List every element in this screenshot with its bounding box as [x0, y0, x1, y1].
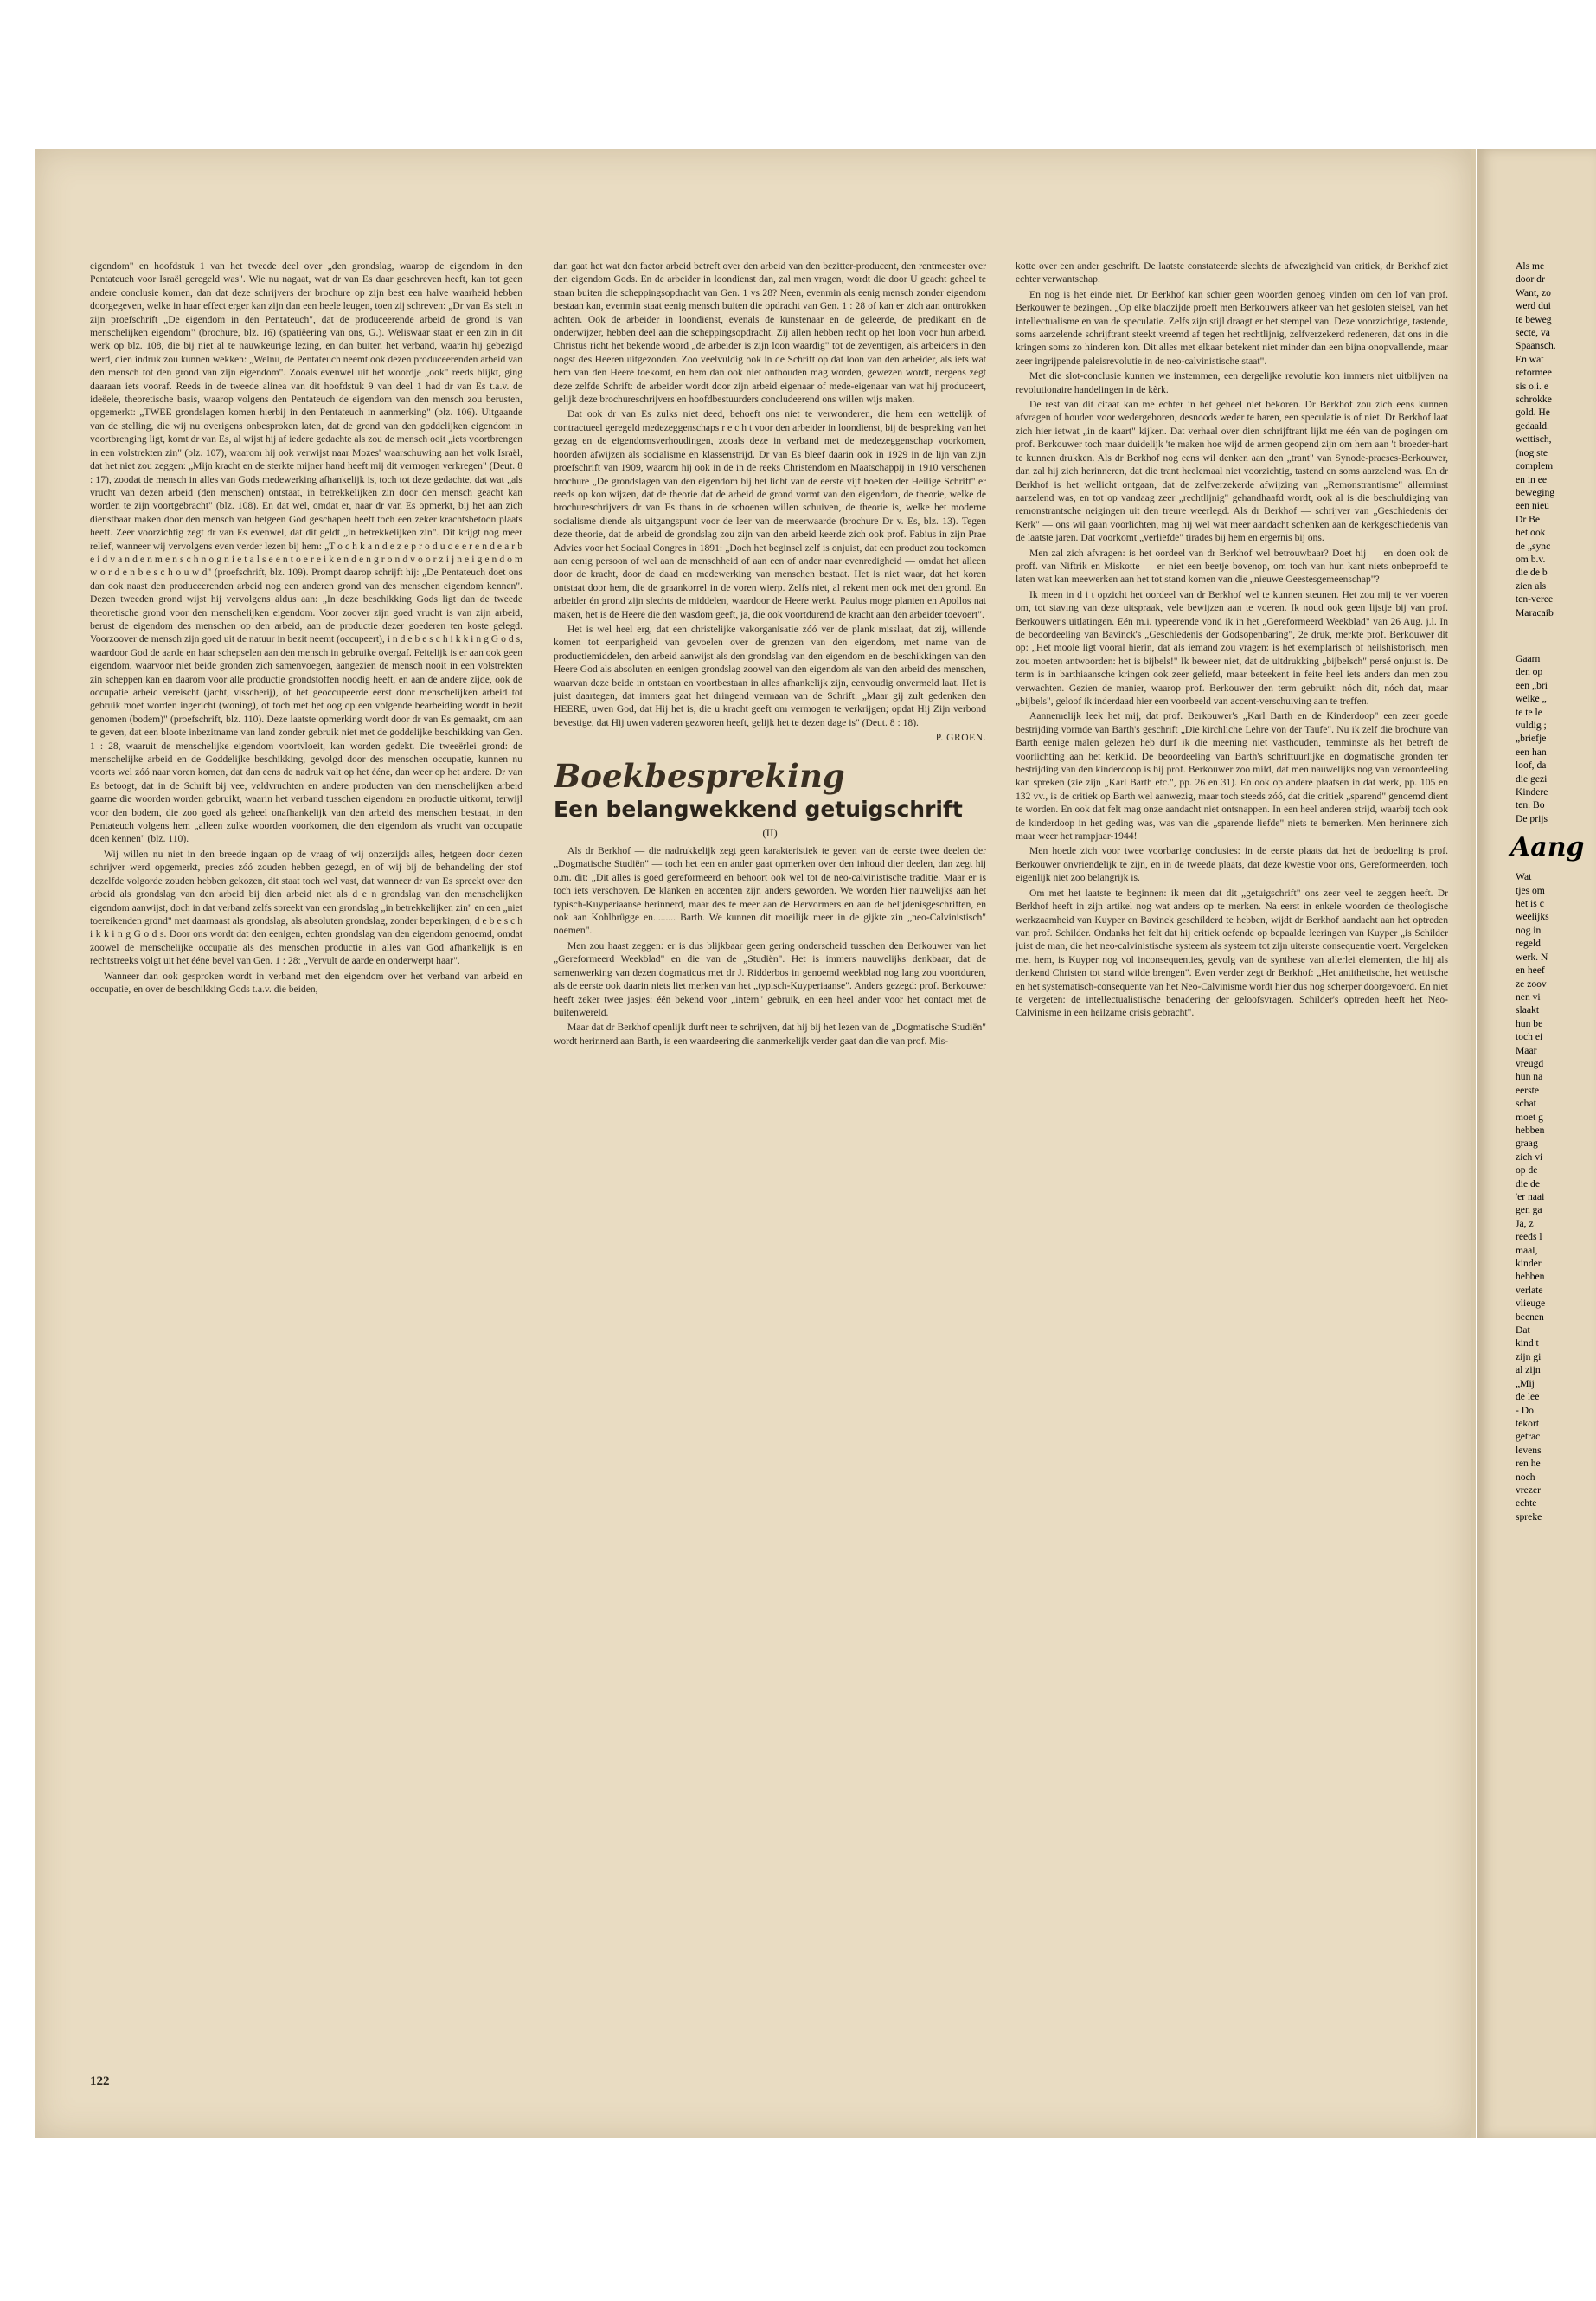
- adjacent-heading-fragment: Aang: [1510, 832, 1585, 863]
- column-middle: [554, 260, 986, 2067]
- adjacent-line: „Mij: [1516, 1377, 1535, 1389]
- adjacent-line: hun na: [1516, 1071, 1543, 1083]
- adjacent-line: de lee: [1516, 1391, 1540, 1403]
- article-part-number: (II): [762, 825, 778, 839]
- adjacent-line: complem: [1516, 460, 1554, 472]
- adjacent-line: zijn gi: [1516, 1350, 1542, 1362]
- adjacent-line: ze zoov: [1516, 977, 1547, 990]
- adjacent-line: weelijks: [1516, 911, 1549, 923]
- adjacent-line: op de: [1516, 1164, 1538, 1176]
- adjacent-line: ren he: [1516, 1458, 1541, 1470]
- adjacent-line: hun be: [1516, 1017, 1543, 1029]
- adjacent-line: een „bri: [1516, 679, 1548, 691]
- adjacent-line: „briefje: [1516, 733, 1547, 745]
- article-title: Een belangwekkend getuigschrift: [554, 796, 963, 822]
- adjacent-line: noch: [1516, 1471, 1535, 1483]
- paragraph: kotte over een ander geschrift. De laatste constateerde slechts de afwezigheid van critiek, dr Berkhof ziet echter verwantschap.: [1016, 260, 1448, 285]
- adjacent-line: slaakt: [1516, 1004, 1540, 1016]
- adjacent-line: - Do: [1516, 1404, 1534, 1416]
- paragraph: De rest van dit citaat kan me echter in het geheel niet bekoren. Dr Berkhof zou zich eens kunnen afvragen of houden voor wedergeboren, desnoods weder te baren, een speculatie is of niet. Dr Berkhof laat zich hier ietwat „in de kaart" kijken. Dat verhaal over dien schrijftrant lijkt me één van de pogingen om prof. Berkouwer toch maar duidelijk 'te maken hoe wijd de armen geopend zijn om hem aan 't broeder-hart te kunnen drukken. Als dr Berkhof nog eens wil denken aan den „trant" van Synode-praeses-Berkouwer, dan zal hij zich herinneren, dat die trant heelemaal niet voorzichtig, tastend en soms aarzelend was. En dr Berkhof is het wellicht ontgaan, dat de zelfverzekerde afwijzing van „Remonstrantisme" allerminst aarzelend was, en tot op vandaag zeer „rechtlijnig" gehandhaafd wordt, ook al is die beschuldiging van remonstrantsche neigingen uit den treure weerlegd. Als dr Berkhof — schrijver van „Geschiedenis der Kerk" — ons wil gaan voorlichten, mag hij wel wat meer aandacht schenken aan de kerkgeschiedenis van de laatste jaren. Dat voorkomt „verliefde" tirades bij hem en ergernis bij ons.: [1016, 399, 1448, 544]
- adjacent-line: sis o.i. e: [1516, 380, 1549, 392]
- adjacent-line: nen vi: [1516, 990, 1541, 1003]
- adjacent-line: tjes om: [1516, 884, 1545, 896]
- paragraph: Wanneer dan ook gesproken wordt in verband met den eigendom over het verband van arbeid en occupatie, en over de beschikking Gods t.a.v. die beiden,: [90, 970, 522, 995]
- adjacent-line: reeds l: [1516, 1231, 1542, 1243]
- adjacent-line: gold. He: [1516, 407, 1550, 419]
- paragraph: Men hoede zich voor twee voorbarige conclusies: in de eerste plaats dat het de bedoeling is prof. Berkouwer onvriendelijk te zijn, en in de tweede plaats, dat deze kwestie voor ons, Gereformeerden, toch eigenlijk niet zoo belangrijk is.: [1016, 845, 1448, 884]
- newspaper-page: [35, 149, 1471, 2138]
- adjacent-line: verlate: [1516, 1284, 1543, 1296]
- paragraph: Met die slot-conclusie kunnen we instemmen, een dergelijke revolutie kon immers niet uitblijven na revolutionaire handelingen in de kèrk.: [1016, 370, 1448, 395]
- page-number: 122: [90, 2074, 110, 2088]
- adjacent-lines-top: [1477, 260, 1596, 619]
- adjacent-line: een han: [1516, 746, 1547, 758]
- adjacent-line: spreke: [1516, 1510, 1542, 1522]
- adjacent-line: De prijs: [1516, 812, 1548, 824]
- adjacent-line: gedaald.: [1516, 420, 1549, 432]
- adjacent-line: ten-veree: [1516, 593, 1554, 606]
- adjacent-line: levens: [1516, 1444, 1542, 1456]
- adjacent-line: welke „: [1516, 693, 1547, 705]
- adjacent-line: al zijn: [1516, 1364, 1541, 1376]
- paragraph: Het is wel heel erg, dat een christelijke vakorganisatie zóó ver de plank misslaat, dat zij, willende komen tot eenparigheid van gevoelen over de grenzen van den eigendom, met name van de productiemiddelen, den arbeid aanwijst als den grondslag van den eigendom en de beschikkingen van den Heere God als absoluten en eenigen grondslag zoowel van den eigendom als van den arbeid des menschen, waarvan deze beide in ontstaan en voortbestaan in alles afhankelijk zijn, eenvoudig onvermeld laat. Het is juist daartegen, dat immers gaat het dringend vermaan van de Schrift: „Maar gij zult gedenken den HEERE, uwen God, dat Hij het is, die u kracht geeft om vermogen te verkrijgen; opdat Hij Zijn verbond bevestige, dat Hij uwen vaderen gezworen heeft, gelijk het te dezen dage is" (Deut. 8 : 18).: [554, 623, 986, 728]
- page-gutter: [1471, 149, 1476, 2138]
- adjacent-line: wettisch,: [1516, 433, 1552, 445]
- adjacent-line: schrokke: [1516, 394, 1552, 406]
- adjacent-line: moet g: [1516, 1111, 1543, 1123]
- adjacent-line: vlieuge: [1516, 1298, 1546, 1310]
- adjacent-line: reformee: [1516, 367, 1552, 379]
- adjacent-line: de „sync: [1516, 540, 1551, 552]
- column-right: [1016, 260, 1448, 2067]
- adjacent-line: Dat: [1516, 1324, 1530, 1336]
- adjacent-line: zien als: [1516, 580, 1547, 592]
- adjacent-line: regeld: [1516, 938, 1541, 950]
- paragraph: Wij willen nu niet in den breede ingaan op de vraag of wij onzerzijds alles, hetgeen door dezen schrijver werd opgemerkt, precies zóó zouden hebben gezegd, en of wij bij de behandeling der stof dezelfde volgorde zouden hebben gekozen, dit staat toch wel vast, dat wanneer dr van Es spreekt over den arbeid als grondslag van den arbeid bij dien arbeid niet als d e n grondslag van den menschelijken eigendom aanwijst, doch in dat verband zelfs spreekt van een grondslag „in betrekkelijken zin" en een „niet toereikenden grond" met daarnaast als grondslag, als absoluten grondslag, zonder beperkingen, d e b e s c h i k k i n g G o d s. Door ons wordt dat den eenigen, echten grondslag van den eigendom genoemd, omdat zoowel de menschelijke occupatie als des menschen productie in alles van God afhankelijk is en rechtstreeks volgt uit het ééne bevel van Gen. 1 : 28: „Vervult de aarde en onderwerpt haar".: [90, 848, 522, 967]
- paragraph: Maar dat dr Berkhof openlijk durft neer te schrijven, dat hij bij het lezen van de „Dogmatische Studiën" wordt herinnerd aan Barth, is een waardeering die aanmerkelijk verder gaat dan die van prof. Mis-: [554, 1022, 986, 1047]
- adjacent-line: secte, va: [1516, 327, 1550, 339]
- adjacent-line: een nieu: [1516, 500, 1549, 512]
- adjacent-line: maal,: [1516, 1244, 1538, 1256]
- adjacent-line: het ook: [1516, 527, 1546, 539]
- author-signature: P. GROEN.: [935, 732, 986, 744]
- adjacent-line: den op: [1516, 666, 1543, 678]
- adjacent-line: hebben: [1516, 1124, 1545, 1136]
- paragraph: Men zou haast zeggen: er is dus blijkbaar geen gering onderscheid tusschen den Berkouwer van het „Gereformeerd Weekblad" en die van de „Studiën". Het is immers nauwelijks denkbaar, dat de samenwerking van dezen dogmaticus met dr J. Ridderbos in genoemd weekblad nog lang zou voortduren, als de eerste ook daarin niets liet merken van het „typisch-Kuyperiaanse". Anders gezegd: prof. Berkouwer heeft zeker twee jasjes: één bekend voor „intern" gebruik, en een heel ander voor het contact met de buitenwereld.: [554, 939, 986, 1018]
- adjacent-line: toch ei: [1516, 1031, 1543, 1043]
- paragraph: En nog is het einde niet. Dr Berkhof kan schier geen woorden genoeg vinden om den lof van prof. Berkouwer te bezingen. „Op elke bladzijde proeft men Berkouwers afkeer van het gesloten stelsel, van het intellectualisme en van de speculatie. Zelfs zijn stijl draagt er het stempel van. Deze voorzichtige, tastende, soms aarzelende schrijftrant steekt vreemd af tegen het rechtlijnig, zelfverzekerd redeneren, dat ons in die kringen soms zo hinderen kon. Dit alles met elkaar betekent niet minder dan een bijna onopvallende, maar zeer ingrijpende paleisrevolutie in de neo-calvinistische staat".: [1016, 288, 1448, 367]
- adjacent-line: Maracaib: [1516, 606, 1554, 619]
- adjacent-line: Gaarn: [1516, 652, 1541, 664]
- adjacent-line: door dr: [1516, 273, 1545, 285]
- adjacent-line: loof, da: [1516, 760, 1547, 772]
- adjacent-line: echte: [1516, 1497, 1537, 1509]
- adjacent-line: zich vi: [1516, 1150, 1543, 1163]
- adjacent-line: die de b: [1516, 567, 1548, 579]
- adjacent-line: te te le: [1516, 706, 1542, 718]
- paragraph: Men zal zich afvragen: is het oordeel van dr Berkhof wel betrouwbaar? Doet hij — en doen ook de proff. van Niftrik en Miskotte — er niet een beetje bovenop, om toch van hun kant niets onbeproefd te laten wat kan meewerken aan het tot stand komen van die „nieuwe Geestesgemeenschap"?: [1016, 547, 1448, 586]
- adjacent-line: (nog ste: [1516, 446, 1548, 458]
- adjacent-line: werd dui: [1516, 300, 1551, 312]
- paragraph: Als dr Berkhof — die nadrukkelijk zegt geen karakteristiek te geven van de eerste twee deelen der „Dogmatische Studiën" — toch het een en ander gaat opmerken over den inhoud dier deelen, dan zegt hij o.m. dit: „Dit alles is goed gereformeerd en behoort ook wel tot de neo-calvinistische traditie. Maar er is toch iets verschoven. De klanken en accenten zijn anders geworden. We worden hier nauwelijks aan het typisch-Kuyperiaanse herinnerd, maar des te meer aan de Hervormers en aan de belijdenisgeschriften, en ook aan Kohlbrügge en......... Barth. We kunnen dit moeilijk meer in de gijkte zin „neo-Calvinistisch" noemen".: [554, 845, 986, 937]
- paragraph: Dat ook dr van Es zulks niet deed, behoeft ons niet te verwonderen, die hem een wettelijk of contractueel geregeld medezeggenschaps r e c h t voor den arbeider in loondienst, bij de bespreking van het gezag en de eigendomsverhoudingen, zooals deze in verband met de medezeggenschap voorkomen, hoorden afwijzen als socialisme en klassenstrijd. Dr van Es bleef daarin ook in 1929 in de lijn van zijn proefschrift van 1909, waarom hij ook in de in de reeks Christendom en Maatschappij in 1910 verschenen brochure „De grondslagen van den eigendom bij het licht van de eerste vijf boeken der Heilige Schrift" er reeds op kon wijzen, dat de theorie dat de arbeid de grond vormt van den eigendom, de theorie, welke de brochureschrijvers dr van Es thans in de schoenen willen schuiven, de theorie is, welke het moderne socialisme diende als uitgangspunt voor de leer van de meerwaarde (brochure Dr v. Es, blz. 13). Tegen deze theorie, dat de arbeid de grondslag zou zijn van den arbeid keerde zich ook prof. Fabius in zijn Prae Advies voor het Sociaal Congres in 1891: „Doch het beginsel zelf is onjuist, dat een product zou toekomen aan eenig persoon of wel aan de menschheid of aan een of ander naar evenredigheid — omdat het alleen door de kracht, door de daad en medewerking van menschen bestaat. Het is niet waar, dat het koren ontstaat door hem, die de graankorrel in de voren wierp. Zelfs niet, al rekent men ook met den grond. En arbeider én grond zijn slechts de middelen, waardoor de Heere werkt. Paulus moge planten en Apollos nat maken, het is de Heere die den wasdom geeft, ja, die ook voortdurend de kracht aan den arbeider toevoert".: [554, 408, 986, 620]
- adjacent-lines-bottom: [1477, 870, 1596, 1523]
- adjacent-line: vrezer: [1516, 1484, 1541, 1496]
- adjacent-line: en in ee: [1516, 473, 1548, 485]
- adjacent-line: om b.v.: [1516, 553, 1546, 565]
- adjacent-line: graag: [1516, 1138, 1538, 1150]
- adjacent-line: vreugd: [1516, 1057, 1544, 1069]
- column-left: [90, 260, 522, 2067]
- adjacent-column: [1477, 260, 1596, 1523]
- adjacent-line: 'er naai: [1516, 1191, 1545, 1202]
- adjacent-line: Ja, z: [1516, 1217, 1534, 1229]
- adjacent-line: Wat: [1516, 871, 1532, 883]
- adjacent-line: Spaansch.: [1516, 340, 1556, 352]
- adjacent-line: eerste: [1516, 1084, 1540, 1096]
- adjacent-line: die gezi: [1516, 772, 1548, 785]
- adjacent-line: schat: [1516, 1098, 1536, 1110]
- adjacent-line: En wat: [1516, 353, 1544, 365]
- adjacent-line: die de: [1516, 1177, 1541, 1189]
- adjacent-line: het is c: [1516, 898, 1544, 910]
- paragraph: Om met het laatste te beginnen: ik meen dat dit „getuigschrift" ons zeer veel te zeggen heeft. Dr Berkhof heeft in zijn artikel nog wat anders op te merken. Na eerst in enkele woorden de theologische werkzaamheid van Kuyper en Bavinck geschilderd te hebben, wijdt dr Berkhof aandacht aan het optreden van prof. Schilder. Ondanks het felt dat hij critiek oefende op bepaalde leeringen van Kuyper „is Schilder juist de man, die het neo-calvinistische systeem als systeem tot zijn uiterste consequentie voert. Vergeleken met hem, is Kuyper nog vol inconsequenties, gevolg van de synthese van allerlei elementen, die hij als denkend Christen tot stand wilde brengen". Even verder zegt dr Berkhof: „Het antithetische, het wettische en het systematisch-consequente van het Neo-Calvinisme wordt hier dus nog scherper doorgevoerd. En niet te vergeten: de intellectualistische benadering der geloofsvragen. Schilder's optreden heeft het Neo-Calvinisme in een heilzame crisis gebracht".: [1016, 887, 1448, 1019]
- paragraph: Aannemelijk leek het mij, dat prof. Berkouwer's „Karl Barth en de Kinderdoop" een zeer goede bestrijding vormde van Barth's geschrift „Die kirchliche Lehre von der Taufe". Nu ik zelf die brochure van Barth eenige malen gelezen heb durf ik die meening niet vasthouden, temminste als het betreft de voorlichting aan het kerklid. De beoordeeling van Barth's schriftuurlijke en dogmatische gronden ter bestrijding van den kinderdoop is bij prof. Berkouwer zoo mild, dat men nauwelijks nog van veroordeeling kan spreken (zie zijn „Karl Barth etc.", pp. 26 en 31). En ook op andere plaatsen in dat werk, pp. 105 en 132 vv., is de critiek op Barth wel aanwezig, maar toch steeds zóó, dat die critiek „sparend" genoemd dient te worden. En ook dat felt mag onze aandacht niet ontsnappen. In een heel anderen strijd, waarbij toch ook de kinderdoop in het geding was, was van die „sparende liefde" niets te bemerken. Men herinnere zich maar weer het rampjaar-1944!: [1016, 710, 1448, 843]
- adjacent-line: tekort: [1516, 1417, 1540, 1429]
- adjacent-line: kinder: [1516, 1258, 1542, 1270]
- adjacent-line: hebben: [1516, 1271, 1545, 1283]
- paragraph: dan gaat het wat den factor arbeid betreft over den arbeid van den bezitter-producent, den rentmeester over den eigendom Gods. En de arbeider in loondienst dan, zal men vragen, wordt die door U geacht geheel te staan buiten die scheppingsopdracht van Gen. 1 vs 28? Neen, evenmin als eenig mensch zonder eigendom bestaan kan, evenmin staat eenig mensch buiten die opdracht van Gen. 1 : 28 of kan er zich aan onttrokken achten. Ook de arbeider in loondienst, evenals de kunstenaar en de geleerde, de predikant en de onderwijzer, hebben deel aan die scheppingsopdracht. Zij allen hebben recht op het loon voor hun arbeid. Christus richt het bekende woord „de arbeider is zijn loon waardig" tot de zeventigen, als arbeiders in den oogst des Heeren uitgezonden. Zoo veelvuldig ook in de Schrift op dat loon van den arbeider, als iets wat hem van den Heere toekomt, en hem dan ook niet onthouden mag worden, gewezen wordt, nergens zegt deze zelfde Schrift: de arbeider wordt door zijn arbeid eigenaar of mede-eigenaar van wat hij produceert, gelijk deze brochureschrijvers en hoofdbestuurders concludeerend ons willen wijs maken.: [554, 260, 986, 406]
- adjacent-line: beenen: [1516, 1311, 1544, 1323]
- adjacent-line: Als me: [1516, 260, 1545, 272]
- adjacent-line: Want, zo: [1516, 286, 1551, 298]
- adjacent-line: Maar: [1516, 1044, 1537, 1056]
- paragraph: Ik meen in d i t opzicht het oordeel van dr Berkhof wel te kunnen steunen. Het zou mij te ver voeren om, tot staving van deze uitspraak, vele bewijzen aan te voeren. Ik noud ook geen lijstje bij van prof. Berkouwer's uitlatingen. Eén m.i. typeerende vond ik in het „Gereformeerd Weekblad" van 26 Aug. j.l. In de beoordeeling van Bavinck's „Geschiedenis der Godsopenbaring", 2e druk, merkte prof. Berkouwer dit op: „Het mooie ligt vooral hierin, dat als iemand zou vragen: is het exemplarisch of heilshistorisch, men zou moeten antwoorden: het is bijbels!" Ik beweer niet, dat de uitdrukking „bijbelsch" persé onjuist is. De term is in barthiaansche kringen ook zeer geliefd, maar beteekent in feite heel iets anders dan men zou verwachten. Gezien de manier, waarop prof. Berkouwer den term gebruikt: nóch dit, nóch dat, maar „bijbels", geloof ik inderdaad hier een voorbeeld van accent-verschuiving aan te treffen.: [1016, 588, 1448, 707]
- adjacent-line: gen ga: [1516, 1204, 1542, 1216]
- paragraph: eigendom" en hoofdstuk 1 van het tweede deel over „den grondslag, waarop de eigendom in den Pentateuch voor Israël geregeld was". Wie nu nagaat, wat dr van Es daar geschreven heeft, kan tot geen andere conclusie komen, dan dat deze schrijvers der brochure op zijn best een halve waarheid hebben doorgegeven, welke in haar effect erger kan zijn dan een heele leugen, toen zij schreven: „Dr van Es stelt in zijn proefschrift „De eigendom in den Pentateuch", dat de produceerende arbeid de grond is van menschelijken eigendom" (brochure, blz. 16) (spatiëering van ons, G.). Weliswaar staat er een zin in dit werk op blz. 108, die bij niet al te nauwkeurige lezing, en dan buiten het verband, waarin hij gebezigd werd, dien indruk zou kunnen wekken: „Welnu, de Pentateuch neemt ook dezen produceerenden arbeid van den mensch tot den grond van zijn eigendom". Zooals evenwel uit het woordje „ook" reeds blijkt, ging daaraan iets vooraf. Reeds in de tweede alinea van dit hoofdstuk 9 van deel 1 had dr van Es t.a.v. de ideëele, theoretische basis, waarop volgens den Pentateuch de eigendom van den mensch zou berusten, opgemerkt: „TWEE grondslagen komen hierbij in den Pentateuch in aanmerking" (blz. 106). Uitgaande van de stelling, die wij nu overigens onbesproken laten, dat de grond van den goddelijken eigendom in voortbrenging ligt, komt dr van Es, al wijst hij af iedere gedachte als zou de mensch ooit „iets voortbrengen in een volstrekten zin" (blz. 107), waarom hij ook verwijst naar Mozes' waarschuwing aan het volk Israël, dat het niet zou zeggen: „Mijn kracht en de sterkte mijner hand heeft mij dit vermogen verkregen" (Deut. 8 : 17), zoodat de mensch in alles van Gods medewerking afhankelijk is, toch tot deze gedachte, dat wat „als vrucht van dezen arbeid (den menschen) ontstaat, in betrekkelijken zin door den mensch geacht kan worden te zijn voortgebracht" (blz. 108). En dat wel, omdat er, naar dr van Es opmerkt, bij het aan zich dienstbaar maken door den mensch van hetgeen God geschapen heeft toch een zeker krachtsbetoon plaats heeft. Zeer voorzichtig zegt dr van Es evenwel, dat dit geldt „in betrekkelijken zin". Dit krijgt nog meer relief, wanneer wij vervolgens even verder lezen bij hem: „T o c h k a n d e z e p r o d u c e e r e n d e a r b e i d v a n d e n m e n s c h n o g n i e t a l s e e n t o e r e i k e n d e n g r o n d v o o r z i j n e i g e n d o m w o r d e n b e s c h o u w d" (proefschrift, blz. 109). Prompt daarop schrijft hij: „De Pentateuch doet ons dan ook naast den produceerenden arbeid nog een anderen grond van des menschen eigendom kennen". Dezen tweeden grond wijst hij vervolgens aldus aan: „In deze beschikking Gods ligt dan de tweede theoretische grond voor den menschelijken eigendom. Voor zoover zijn goed vrucht is van zijn arbeid, berust de eigendom des menschen op den arbeid, aan de productie dezer goederen ten koste gelegd. Voorzoover de mensch zijn goed uit de natuur in bezit neemt (occupeert), i n d e b e s c h i k k i n g G o d s, waardoor God de aarde en haar schepselen aan den mensch in gebruike overgaf. Feitelijk is er aan ook geen eigendom, waarvoor niet beide gronden zich samenvoegen, aangezien de mensch nooit in een volstrekten zin scheppen kan en daarom voor alle productie grondstoffen noodig heeft, en aan de andere zijde, ook de occupatie arbeid vereischt (jacht, visscherij), of het geoccupeerde eerst door menschelijken arbeid tot gebruik moet worden ingericht (woning), of toch met het oog op een volgende bearbeiding wordt in bezit genomen (bodem)" (proefschrift, blz. 110). Deze laatste opmerking wordt door dr van Es gemaakt, om aan te geven, dat een bloote inbezitname van land zonder gebruik niet met de goddelijke beschikking van Gen. 1 : 28, waaruit de menschelijke eigendom voortvloeit, kan worden gedekt. Die tweeërlei grond: de menschelijke arbeid en de Goddelijke beschikking, gevolgd door des menschen occupatie, kunnen nu voorts wel zóó naar voren komen, dat dan eens de nadruk valt op het ééne, dan weer op het andere. Dr van Es betoogt, dat in de Schrift bij vee, veldvruchten en andere producten van den menschelijken arbeid gaarne die woorden worden gebruikt, waarin het verband tusschen eigendom en productie uitkomt, terwijl voor den bodem, die zoo goed als geheel onafhankelijk van den arbeid des menschen bestaat, in den Pentateuch volgens hem „alleen zulke woorden voorkomen, die den eigendom als vrucht van occupatie doen kennen" (blz. 110).: [90, 260, 522, 845]
- adjacent-line: kind t: [1516, 1337, 1539, 1349]
- adjacent-line: ten. Bo: [1516, 799, 1545, 811]
- adjacent-line: Dr Be: [1516, 513, 1541, 525]
- adjacent-line: Kindere: [1516, 786, 1548, 798]
- adjacent-line: nog in: [1516, 924, 1542, 936]
- adjacent-line: getrac: [1516, 1431, 1541, 1443]
- adjacent-line: werk. N: [1516, 951, 1548, 963]
- adjacent-line: te beweg: [1516, 313, 1552, 325]
- adjacent-page-fragment: [1477, 149, 1596, 2138]
- adjacent-line: beweging: [1516, 486, 1555, 498]
- adjacent-lines-middle: [1477, 652, 1596, 825]
- adjacent-line: en heef: [1516, 965, 1545, 977]
- adjacent-line: vuldig ;: [1516, 720, 1547, 731]
- section-heading-boekbespreking: Boekbespreking: [554, 756, 845, 795]
